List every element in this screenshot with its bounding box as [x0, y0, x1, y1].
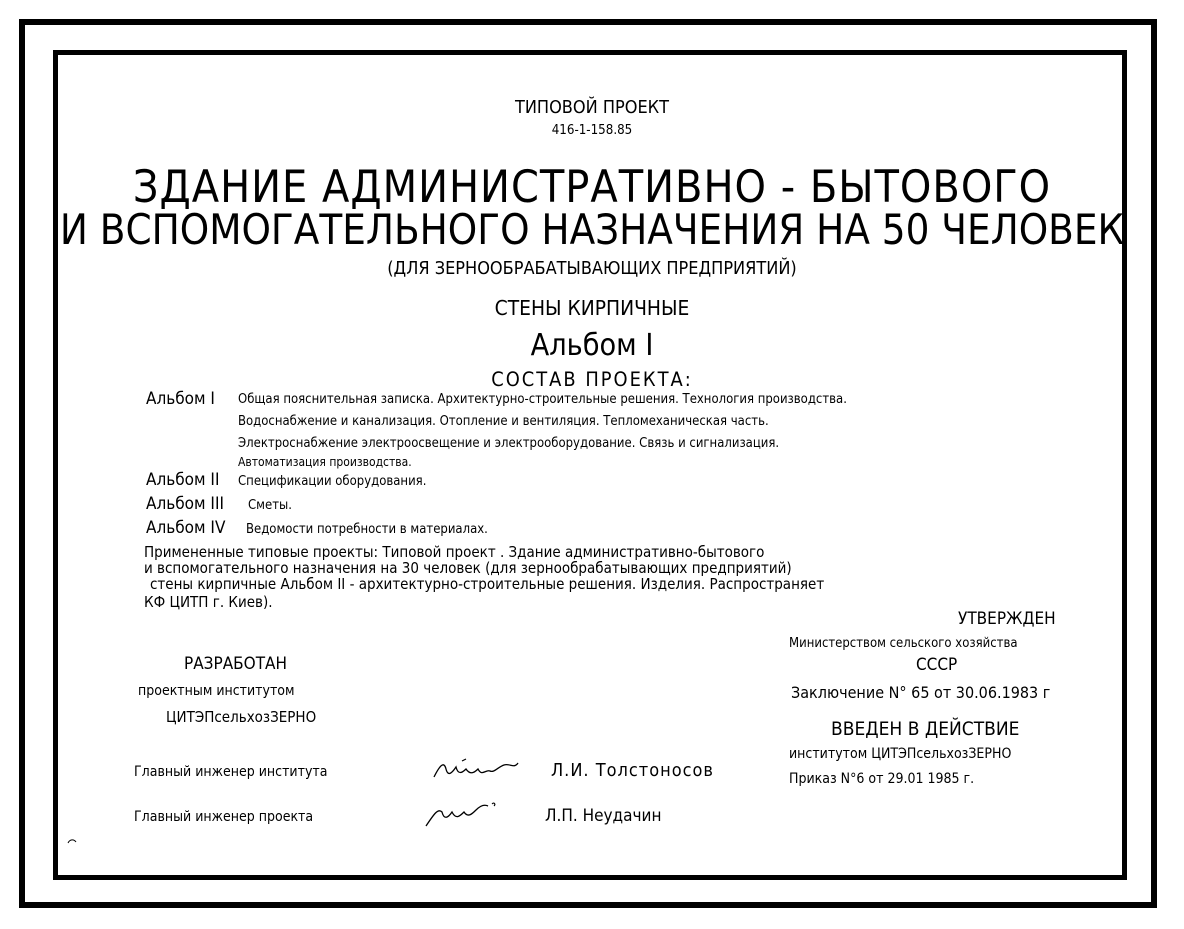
title-line-1: ЗДАНИЕ АДМИНИСТРАТИВНО - БЫТОВОГО: [132, 162, 1052, 213]
project-type: ТИПОВОЙ ПРОЕКТ: [514, 97, 670, 118]
developed-by: проектным институтом: [138, 683, 295, 699]
album3-label: Альбом III: [146, 494, 224, 514]
applied-line-2: и вспомогательного назначения на 30 человек (для зернообрабатывающих предприятий): [144, 559, 792, 577]
small-arc-mark: [66, 837, 78, 845]
enacted-order: Приказ N°6 от 29.01 1985 г.: [789, 771, 975, 787]
composition-heading: СОСТАВ ПРОЕКТА:: [491, 368, 693, 391]
album1-line-3: Электроснабжение электроосвещение и электрооборудование. Связь и сигнализация.: [238, 436, 780, 451]
applied-line-4: КФ ЦИТП г. Киев).: [144, 593, 273, 611]
project-code: 416-1-158.85: [551, 123, 633, 138]
approved-heading: УТВЕРЖДЕН: [958, 609, 1056, 629]
album1-label: Альбом I: [146, 389, 215, 409]
enacted-heading: ВВЕДЕН В ДЕЙСТВИЕ: [831, 718, 1020, 740]
approved-country: СССР: [916, 655, 958, 675]
album1-line-1: Общая пояснительная записка. Архитектурно-строительные решения. Технология производства.: [238, 392, 847, 407]
developed-institute: ЦИТЭПсельхозЗЕРНО: [166, 708, 317, 726]
album2-text: Спецификации оборудования.: [238, 474, 427, 489]
album3-text: Сметы.: [248, 498, 292, 513]
approved-ministry: Министерством сельского хозяйства: [789, 636, 1018, 651]
chief-institute-label: Главный инженер института: [134, 764, 328, 780]
album4-label: Альбом IV: [146, 518, 226, 538]
chief-project-label: Главный инженер проекта: [134, 809, 314, 825]
title-line-2: И ВСПОМОГАТЕЛЬНОГО НАЗНАЧЕНИЯ НА 50 ЧЕЛОВЕК: [59, 205, 1125, 254]
applied-line-1: Примененные типовые проекты: Типовой проект . Здание административно-бытового: [144, 543, 765, 561]
chief-project-name: Л.П. Неудачин: [545, 806, 662, 826]
title-subtitle: (ДЛЯ ЗЕРНООБРАБАТЫВАЮЩИХ ПРЕДПРИЯТИЙ): [387, 258, 797, 279]
chief-institute-signature: [432, 755, 522, 785]
album2-label: Альбом II: [146, 470, 220, 490]
chief-institute-name: Л.И. Толстоносов: [551, 760, 714, 781]
album-title: Альбом I: [530, 328, 654, 363]
album1-line-4: Автоматизация производства.: [238, 455, 412, 469]
enacted-institute: институтом ЦИТЭПсельхозЗЕРНО: [789, 746, 1012, 762]
album1-line-2: Водоснабжение и канализация. Отопление и вентиляция. Тепломеханическая часть.: [238, 414, 769, 429]
developed-heading: РАЗРАБОТАН: [184, 654, 287, 674]
applied-line-3: стены кирпичные Альбом II - архитектурно-строительные решения. Изделия. Распространяет: [150, 575, 825, 593]
approved-conclusion: Заключение N° 65 от 30.06.1983 г: [791, 683, 1051, 702]
chief-project-signature: [424, 800, 504, 830]
album4-text: Ведомости потребности в материалах.: [246, 522, 488, 537]
walls-label: СТЕНЫ КИРПИЧНЫЕ: [494, 296, 690, 320]
